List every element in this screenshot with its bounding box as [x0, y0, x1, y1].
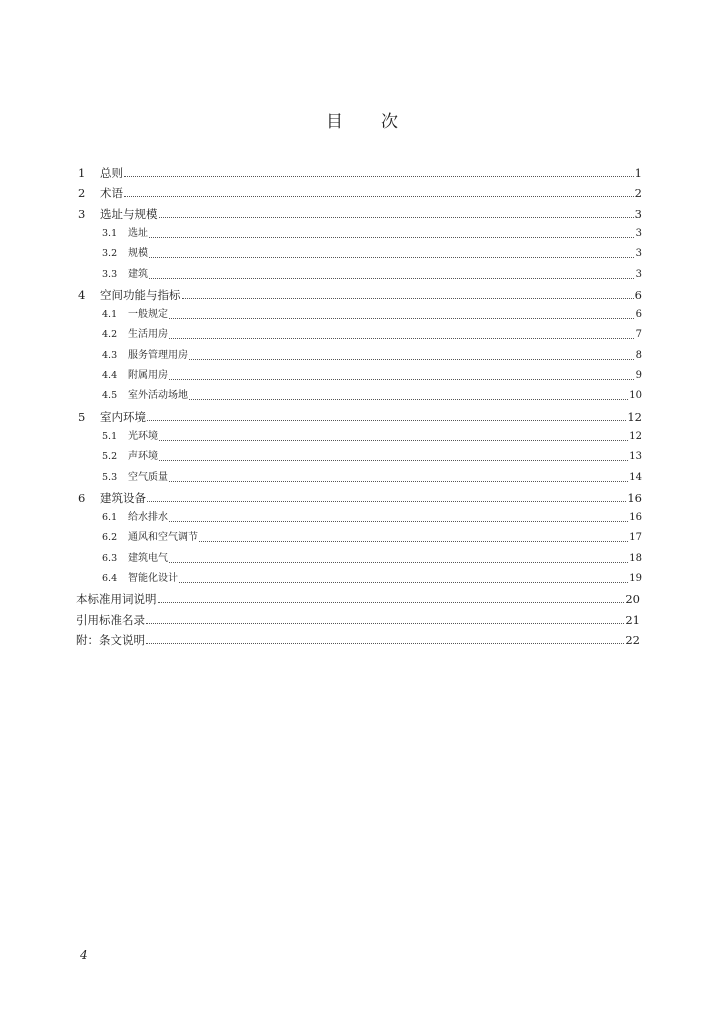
toc-entry-page: 2	[634, 186, 642, 201]
dot-leader	[159, 459, 628, 461]
toc-entry[interactable]	[78, 284, 642, 302]
toc-entry-label: 空间功能与指标	[100, 287, 181, 302]
toc-entry[interactable]	[78, 304, 642, 322]
toc-entry-page: 12	[627, 409, 642, 424]
toc-entry-label: 选址与规模	[100, 206, 158, 221]
toc-entry-label: 通风和空气调节	[128, 532, 198, 544]
toc-entry-page: 6	[635, 309, 642, 321]
dot-leader	[159, 439, 628, 441]
toc-entry-number: 5.3	[102, 471, 118, 483]
dot-leader	[158, 601, 625, 603]
toc-entry-number: 4.2	[102, 329, 118, 341]
toc-entry-page: 16	[629, 512, 642, 524]
toc-entry-label: 光环境	[128, 430, 158, 442]
toc-entry-label: 选址	[128, 227, 148, 239]
dot-leader	[189, 398, 628, 400]
toc-entry-label: 室内环境	[100, 409, 146, 424]
toc-entry-label: 生活用房	[128, 329, 168, 341]
toc-entry[interactable]	[78, 182, 642, 200]
toc-entry-label: 总则	[100, 166, 123, 180]
toc-entry[interactable]	[78, 365, 642, 383]
toc-entry[interactable]	[78, 527, 642, 545]
toc-entry-page: 9	[635, 370, 642, 381]
toc-entry-label: 给水排水	[128, 512, 168, 524]
toc-entry[interactable]	[78, 568, 642, 586]
toc-entry-label: 引用标准名录	[76, 612, 145, 627]
toc-entry-page: 10	[629, 390, 642, 402]
toc-entry[interactable]	[78, 345, 642, 363]
toc-entry-number: 5.2	[102, 451, 118, 463]
dot-leader	[169, 317, 634, 319]
toc-entry-number: 6.1	[102, 512, 118, 524]
dot-leader	[147, 500, 626, 502]
toc-entry-label: 智能化设计	[128, 573, 178, 584]
toc-entry-number: 3.2	[102, 248, 118, 260]
toc-entry-page: 3	[634, 206, 642, 221]
toc-entry[interactable]	[78, 487, 642, 505]
toc-entry-label: 一般规定	[128, 309, 168, 321]
dot-leader	[146, 642, 624, 644]
toc-entry-number: 6	[78, 490, 86, 505]
dot-leader	[124, 175, 634, 177]
toc-entry-number: 6.3	[102, 552, 118, 564]
toc-entry-page: 22	[625, 632, 640, 647]
dot-leader	[169, 480, 628, 482]
toc-entry[interactable]	[78, 507, 642, 525]
toc-entry-label: 室外活动场地	[128, 390, 188, 402]
toc-entry-page: 19	[629, 573, 642, 584]
toc-entry[interactable]	[78, 243, 642, 261]
toc-entry-page: 3	[635, 227, 642, 239]
toc-entry-number: 4.5	[102, 390, 118, 402]
dot-leader	[169, 337, 634, 339]
toc-entry[interactable]	[78, 548, 642, 566]
toc-entry-number: 5	[78, 409, 86, 424]
dot-leader	[146, 622, 624, 624]
toc-entry-number: 4.3	[102, 349, 118, 361]
toc-entry-page: 21	[625, 612, 640, 627]
toc-entry-page: 16	[627, 490, 642, 505]
dot-leader	[124, 195, 634, 197]
dot-leader	[169, 520, 628, 522]
toc-entry[interactable]	[78, 467, 642, 485]
toc-entry-page: 12	[629, 430, 642, 442]
toc-entry-number: 1	[78, 166, 86, 180]
toc-entry[interactable]	[78, 324, 642, 342]
toc-entry[interactable]	[78, 203, 642, 221]
toc-entry-number: 2	[78, 186, 86, 201]
toc-title-part1: 目	[326, 112, 343, 132]
toc-entry-number: 6.2	[102, 532, 118, 544]
toc-entry-page: 3	[635, 268, 642, 280]
dot-leader	[149, 277, 634, 279]
toc-entry-label: 空气质量	[128, 471, 168, 483]
toc-entry-number: 4.4	[102, 370, 118, 381]
toc-entry-label: 附属用房	[128, 370, 168, 381]
toc-entry[interactable]	[76, 629, 640, 647]
toc-entry[interactable]	[78, 446, 642, 464]
toc-entry-number: 4	[78, 287, 86, 302]
toc-entry-label: 建筑设备	[100, 490, 146, 505]
toc-entry[interactable]	[78, 426, 642, 444]
toc-entry-page: 20	[625, 592, 640, 607]
dot-leader	[147, 419, 626, 421]
toc-entry-label: 建筑电气	[128, 552, 168, 564]
toc-entry-label: 规模	[128, 248, 148, 260]
toc-entry-number: 3.1	[102, 227, 118, 239]
toc-entry-page: 6	[634, 287, 642, 302]
toc-entry-page: 13	[629, 451, 642, 463]
toc-entry-page: 14	[629, 471, 642, 483]
toc-title-part2: 次	[381, 112, 398, 132]
toc-entry-number: 3.3	[102, 268, 118, 280]
toc-entry-page: 18	[629, 552, 642, 564]
toc-entry-number: 3	[78, 206, 86, 221]
dot-leader	[149, 256, 634, 258]
toc-entry[interactable]	[76, 588, 640, 606]
dot-leader	[169, 378, 634, 380]
toc-entry[interactable]	[78, 223, 642, 241]
dot-leader	[159, 216, 634, 218]
toc-entry[interactable]	[76, 609, 640, 627]
dot-leader	[182, 297, 634, 299]
page-number: 4	[80, 948, 88, 962]
toc-entry-page: 3	[635, 248, 642, 260]
toc-entry-page: 1	[634, 166, 642, 180]
dot-leader	[149, 236, 634, 238]
toc-entry-number: 6.4	[102, 573, 118, 584]
toc-entry-label: 术语	[100, 186, 123, 201]
dot-leader	[199, 540, 628, 542]
toc-entry-label: 本标准用词说明	[76, 592, 157, 607]
toc-entry-page: 7	[635, 329, 642, 341]
toc-title	[0, 107, 724, 132]
toc-entry[interactable]	[78, 385, 642, 403]
toc-entry[interactable]	[78, 264, 642, 282]
toc-entry-label: 声环境	[128, 451, 158, 463]
toc-entry-label: 服务管理用房	[128, 349, 188, 361]
toc-entry-page: 8	[635, 349, 642, 361]
dot-leader	[179, 581, 628, 583]
toc-entry-number: 5.1	[102, 430, 118, 442]
toc-entry-number: 4.1	[102, 309, 118, 321]
toc-entry-label: 建筑	[128, 268, 148, 280]
toc-entry-page: 17	[629, 532, 642, 544]
toc-entry[interactable]	[78, 406, 642, 424]
toc-entry[interactable]	[78, 162, 642, 180]
toc-entry-label: 附：条文说明	[76, 632, 145, 647]
dot-leader	[189, 358, 634, 360]
dot-leader	[169, 561, 628, 563]
